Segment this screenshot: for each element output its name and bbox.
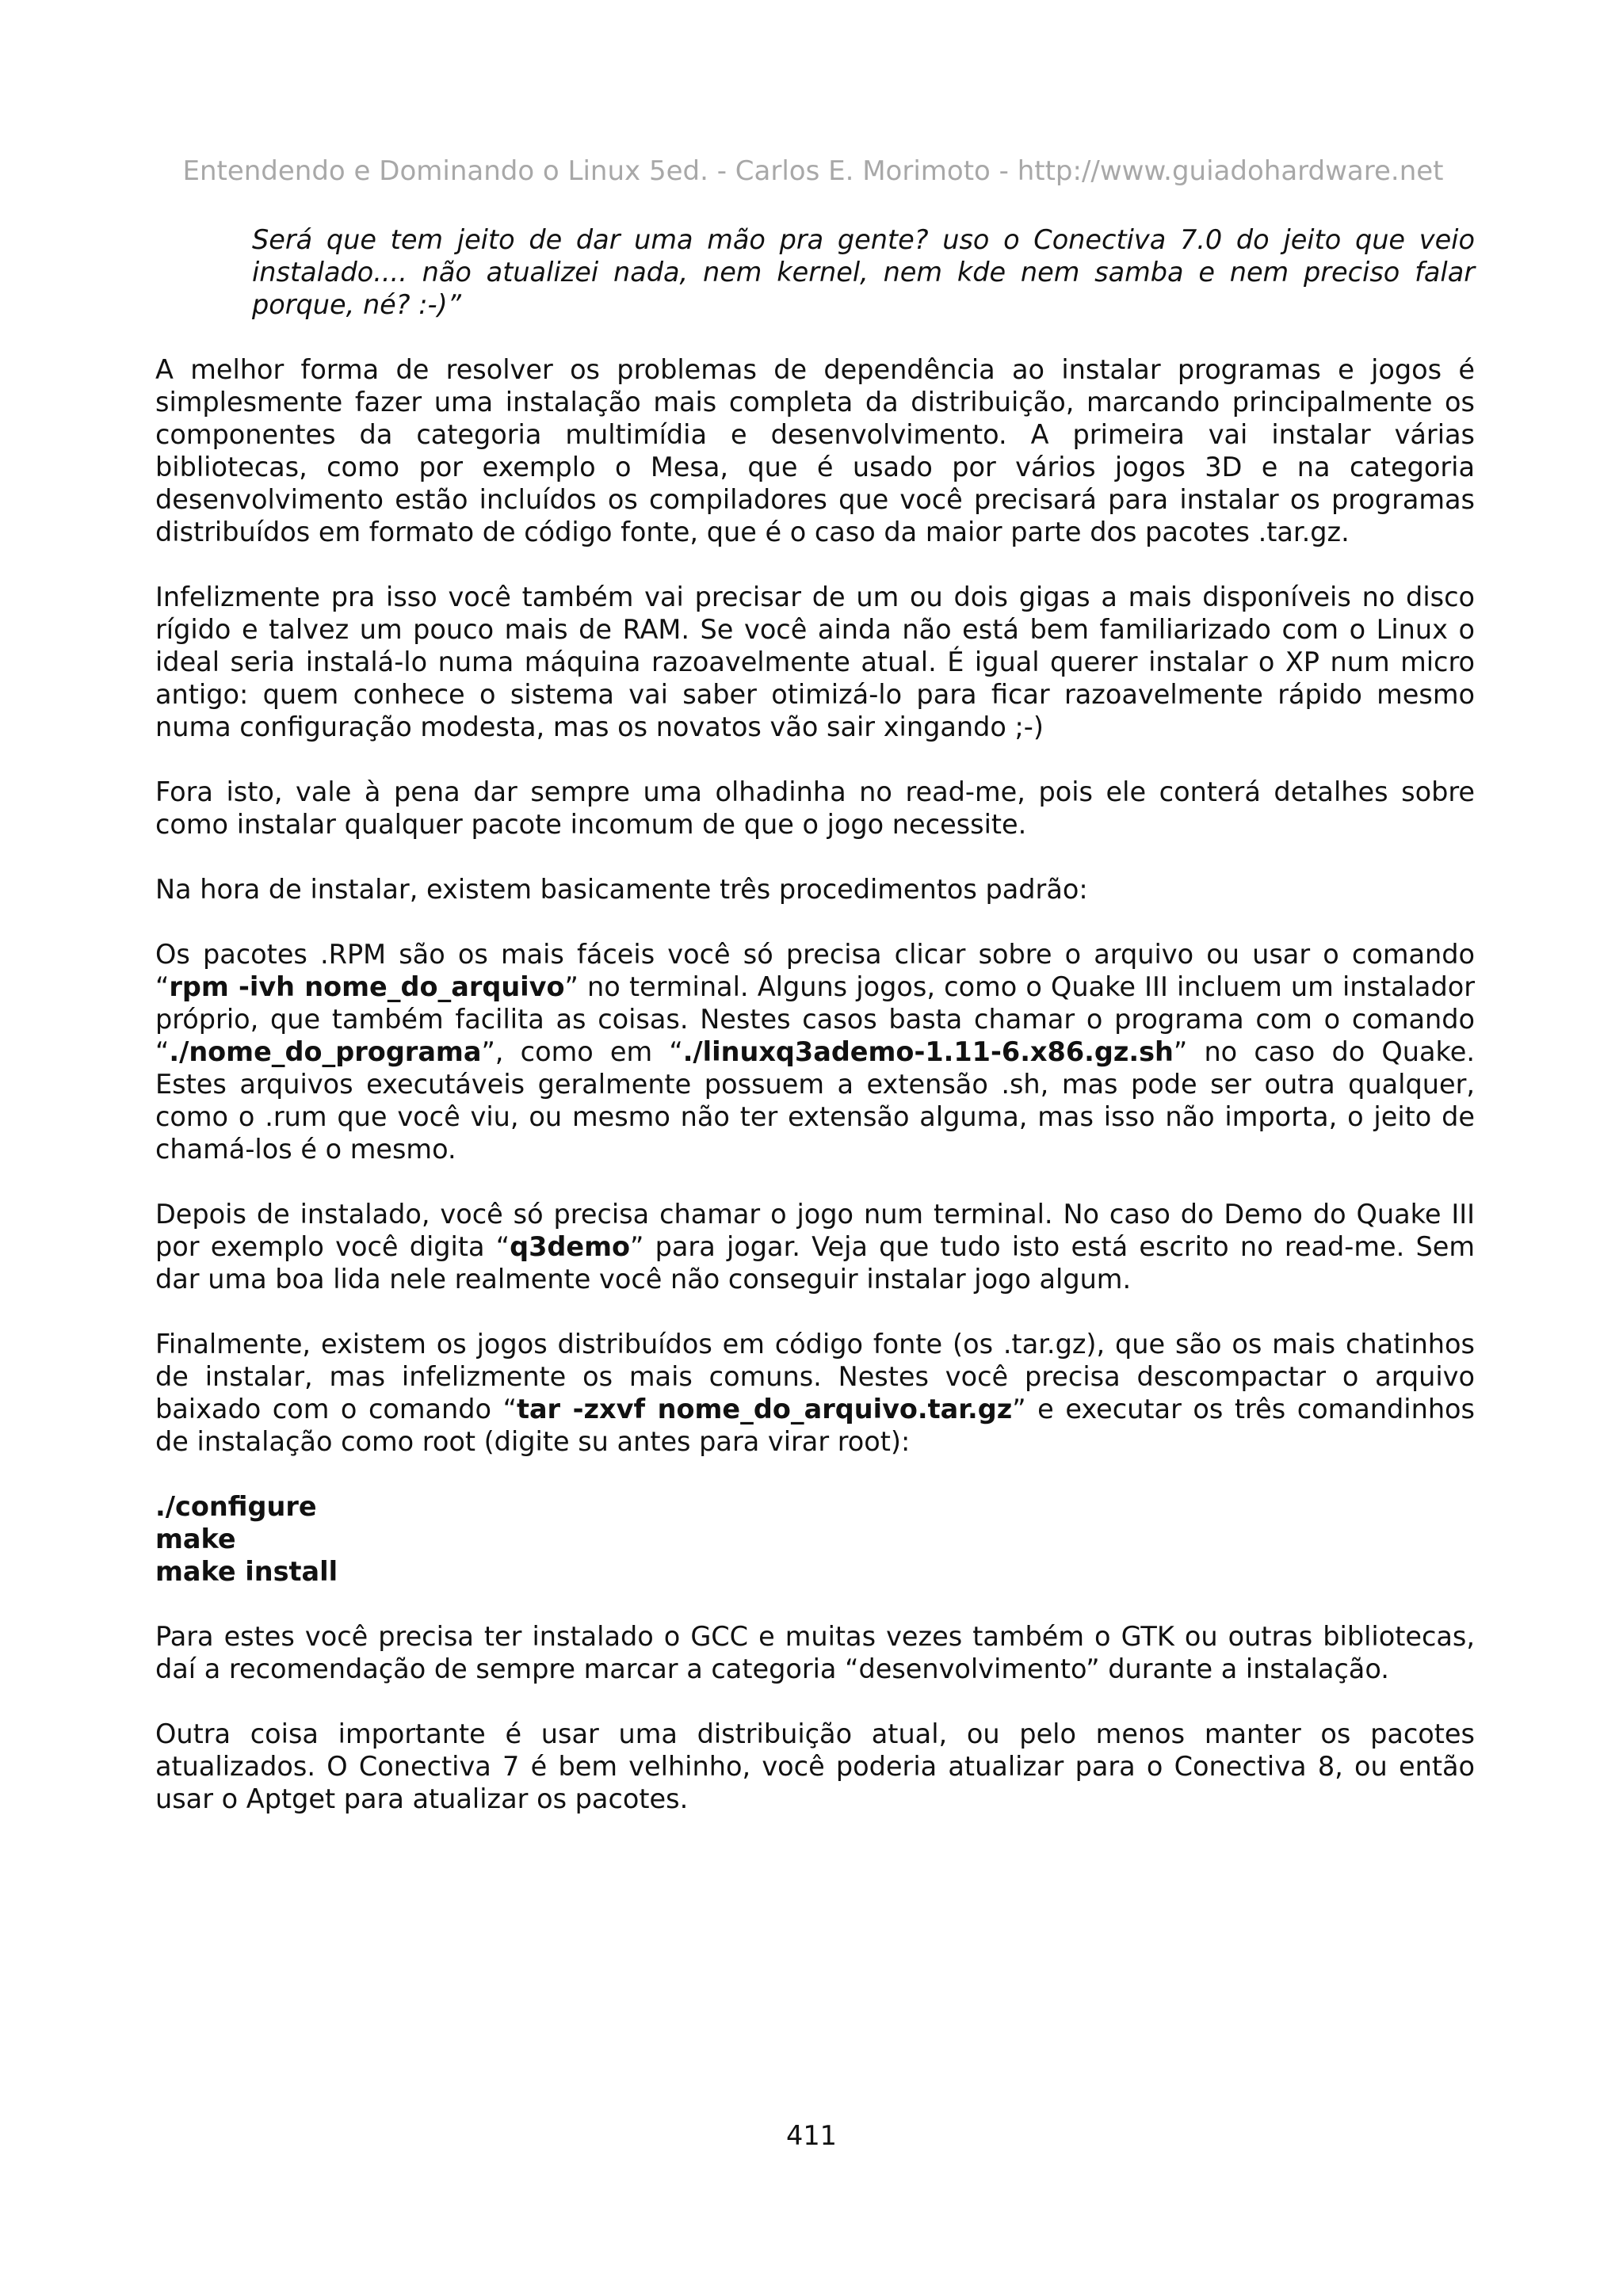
command-make: make [155,1524,236,1554]
text-run: ” e executar os três comandinhos de instalação como root (digite su antes para virar root): [155,1394,1476,1457]
text-run: ” no terminal. Alguns jogos, como o Quake III incluem um instalador próprio, que também facilita as coisas. Nestes casos basta chamar o programa com o comando “ [155,971,1475,1067]
command-block [155,1490,1475,1588]
paragraph-dependencies: A melhor forma de resolver os problemas de dependência ao instalar programas e jogos é simplesmente fazer uma instalação mais completa da distribuição, marcando principalmente os componentes da categoria multimídia e desenvolvimento. A primeira vai instalar várias bibliotecas, como por exemplo o Mesa, que é usado por vários jogos 3D e na categoria desenvolvimento estão incluídos os compiladores que você precisará para instalar os programas distribuídos em formato de código fonte, que é o caso da maior parte dos pacotes .tar.gz. [155,354,1475,547]
paragraph-update-distro: Outra coisa importante é usar uma distribuição atual, ou pelo menos manter os pacotes atualizados. O Conectiva 7 é bem velhinho, você poderia atualizar para o Conectiva 8, ou então usar o Aptget para atualizar os pacotes. [155,1718,1475,1814]
text-run: Depois de instalado, você só precisa chamar o jogo num terminal. No caso do Demo do Quake III por exemplo você digita “ [155,1199,1475,1262]
paragraph-gcc-gtk: Para estes você precisa ter instalado o GCC e muitas vezes também o GTK ou outras bibliotecas, daí a recomendação de sempre marcar a categoria “desenvolvimento” durante a instalação. [155,1621,1475,1684]
command-tar: tar -zxvf nome_do_arquivo.tar.gz [516,1394,1013,1425]
text-run: ” para jogar. Veja que tudo isto está escrito no read-me. Sem dar uma boa lida nele realmente você não conseguir instalar jogo algum. [155,1231,1475,1295]
paragraph-disk-space: Infelizmente pra isso você também vai precisar de um ou dois gigas a mais disponíveis no disco rígido e talvez um pouco mais de RAM. Se você ainda não está bem familiarizado com o Linux o ideal seria instalá-lo numa máquina razoavelmente atual. É igual querer instalar o XP num micro antigo: quem conhece o sistema vai saber otimizá-lo para ficar razoavelmente rápido mesmo numa configuração modesta, mas os novatos vão sair xingando ;-) [155,582,1475,742]
paragraph-after-install [155,1198,1475,1295]
running-header: Entendendo e Dominando o Linux 5ed. - Carlos E. Morimoto - http://www.guiadohardware.net [182,155,1444,187]
page-body [155,223,1475,1815]
paragraph-source-code [155,1328,1475,1458]
text-run: ”, como em “ [481,1036,683,1067]
paragraph-readme: Fora isto, vale à pena dar sempre uma olhadinha no read-me, pois ele conterá detalhes sobre como instalar qualquer pacote incomum de que o jogo necessite. [155,776,1475,840]
command-quake-installer: ./linuxq3ademo-1.11-6.x86.gz.sh [682,1036,1174,1067]
command-run-program: ./nome_do_programa [169,1036,482,1067]
quoted-message: Será que tem jeito de dar uma mão pra gente? uso o Conectiva 7.0 do jeito que veio instalado.... não atualizei nada, nem kernel, nem kde nem samba e nem preciso falar porque, né? :-)” [252,224,1475,320]
command-rpm: rpm -ivh nome_do_arquivo [169,971,565,1002]
text-run: Os pacotes .RPM são os mais fáceis você só precisa clicar sobre o arquivo ou usar o comando “ [155,939,1475,1002]
command-configure: ./configure [155,1491,317,1522]
text-run: ” no caso do Quake. Estes arquivos executáveis geralmente possuem a extensão .sh, mas pode ser outra qualquer, como o .rum que você viu, ou mesmo não ter extensão alguma, mas isso não importa, o jeito de chamá-los é o mesmo. [155,1036,1475,1165]
command-make-install: make install [155,1556,338,1587]
page-number: 411 [786,2120,837,2151]
text-run: Finalmente, existem os jogos distribuídos em código fonte (os .tar.gz), que são os mais chatinhos de instalar, mas infelizmente os mais comuns. Nestes você precisa descompactar o arquivo baixado com o comando “ [155,1329,1475,1425]
paragraph-procedures-intro: Na hora de instalar, existem basicamente três procedimentos padrão: [155,874,1088,905]
paragraph-rpm-packages [155,938,1475,1165]
command-q3demo: q3demo [510,1231,631,1262]
